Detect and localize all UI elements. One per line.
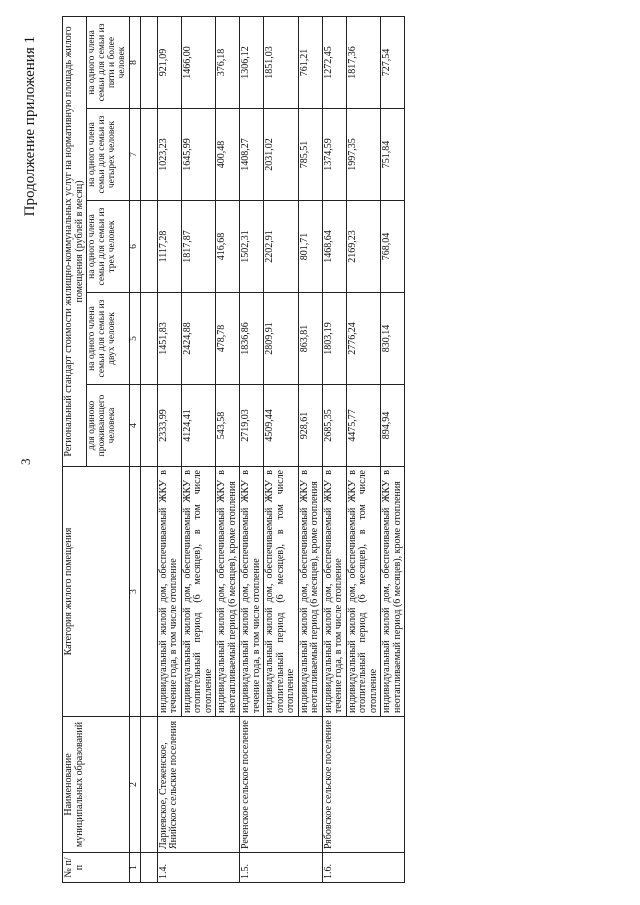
standard-value: 2202,91 (264, 201, 299, 293)
column-number: 6 (129, 201, 140, 293)
standard-value: 1836,86 (240, 293, 264, 385)
standard-value: 2169,23 (346, 201, 381, 293)
appendix-continuation-title: Продолжение приложения 1 (22, 36, 38, 217)
table-row (157, 16, 181, 882)
row-index: 1.6. (322, 853, 405, 883)
housing-category: индивидуальный жилой дом, обеспечиваемый ЖКУ в неотапливаемый период (6 месяцев), кроме отопления (381, 467, 405, 717)
standard-value: 768,04 (381, 201, 405, 293)
header-standard-group: Региональный стандарт стоимости жилищно-коммунальных услуг на нормативную площадь жилого помещения (рублей в месяц) (63, 16, 87, 466)
standard-value: 416,68 (216, 201, 240, 293)
standard-value: 1466,00 (181, 16, 216, 108)
header-sub-1: для одиноко проживающего человека (87, 385, 130, 467)
standard-value: 2333,99 (157, 385, 181, 467)
tariff-table (62, 16, 405, 883)
table-row (322, 16, 346, 882)
standard-value: 4475,77 (346, 385, 381, 467)
standard-value: 2719,03 (240, 385, 264, 467)
header-sub-5: на одного члена семьи для семьи из пяти и более человек (87, 16, 130, 108)
standard-value: 727,54 (381, 16, 405, 108)
standard-value: 761,21 (298, 16, 322, 108)
standard-value: 928,61 (298, 385, 322, 467)
standard-value: 1023,23 (157, 109, 181, 201)
standard-value: 894,94 (381, 385, 405, 467)
municipality-name: Лариевское, Стеженское, Янийское сельские поселения (157, 717, 240, 853)
standard-value: 2685,35 (322, 385, 346, 467)
page-number: 3 (18, 458, 33, 465)
standard-value: 1851,03 (264, 16, 299, 108)
standard-value: 2424,88 (181, 293, 216, 385)
municipality-name: Рябовское сельское поселение (322, 717, 405, 853)
header-row (63, 16, 87, 882)
housing-category: индивидуальный жилой дом, обеспечиваемый ЖКУ в течение года, в том числе отопление (157, 467, 181, 717)
standard-value: 1468,64 (322, 201, 346, 293)
standard-value: 785,51 (298, 109, 322, 201)
standard-value: 2031,02 (264, 109, 299, 201)
column-number: 4 (129, 385, 140, 467)
header-municipality: Наименование муниципальных образований (63, 717, 130, 853)
standard-value: 1817,36 (346, 16, 381, 108)
header-sub-2: на одного члена семьи для семьи из двух человек (87, 293, 130, 385)
housing-category: индивидуальный жилой дом, обеспечиваемый ЖКУ в отопительный период (6 месяцев), в том числе отопление (264, 467, 299, 717)
standard-value: 1997,35 (346, 109, 381, 201)
standard-value: 863,81 (298, 293, 322, 385)
standard-value: 376,18 (216, 16, 240, 108)
standard-value: 1803,19 (322, 293, 346, 385)
table-body (140, 16, 405, 882)
standard-value: 4124,41 (181, 385, 216, 467)
municipality-name: Реченское сельское поселение (240, 717, 323, 853)
housing-category: индивидуальный жилой дом, обеспечиваемый ЖКУ в течение года, в том числе отопление (322, 467, 346, 717)
standard-value: 1306,12 (240, 16, 264, 108)
standard-value: 478,78 (216, 293, 240, 385)
standard-value: 830,14 (381, 293, 405, 385)
housing-category: индивидуальный жилой дом, обеспечиваемый ЖКУ в отопительный период (6 месяцев), в том числе отопление (181, 467, 216, 717)
column-number: 8 (129, 16, 140, 108)
row-index: 1.5. (240, 853, 323, 883)
header-category: Категория жилого помещения (63, 467, 130, 717)
row-index: 1.4. (157, 853, 240, 883)
table-row (240, 16, 264, 882)
empty-row (140, 16, 157, 882)
standard-value: 2776,24 (346, 293, 381, 385)
standard-value: 400,48 (216, 109, 240, 201)
column-number: 3 (129, 467, 140, 717)
housing-category: индивидуальный жилой дом, обеспечиваемый ЖКУ в отопительный период (6 месяцев), в том числе отопление (346, 467, 381, 717)
standard-value: 1117,28 (157, 201, 181, 293)
standard-value: 1272,45 (322, 16, 346, 108)
standard-value: 1817,87 (181, 201, 216, 293)
header-no: № п/п (63, 853, 130, 883)
standard-value: 921,09 (157, 16, 181, 108)
standard-value: 1451,83 (157, 293, 181, 385)
header-sub-4: на одного члена семьи для семьи из четырех человек (87, 109, 130, 201)
standard-value: 4509,44 (264, 385, 299, 467)
housing-category: индивидуальный жилой дом, обеспечиваемый ЖКУ в неотапливаемый период (6 месяцев), кроме отопления (298, 467, 322, 717)
column-number: 1 (129, 853, 140, 883)
standard-value: 1408,27 (240, 109, 264, 201)
column-number: 2 (129, 717, 140, 853)
column-number: 7 (129, 109, 140, 201)
column-number: 5 (129, 293, 140, 385)
standard-value: 801,71 (298, 201, 322, 293)
column-numbers-row (129, 16, 140, 882)
standard-value: 2809,91 (264, 293, 299, 385)
header-sub-3: на одного члена семьи для семьи из трех человек (87, 201, 130, 293)
housing-category: индивидуальный жилой дом, обеспечиваемый ЖКУ в течение года, в том числе отопление (240, 467, 264, 717)
standard-value: 1502,31 (240, 201, 264, 293)
standard-value: 1374,59 (322, 109, 346, 201)
standard-value: 1645,99 (181, 109, 216, 201)
standard-value: 543,58 (216, 385, 240, 467)
housing-category: индивидуальный жилой дом, обеспечиваемый ЖКУ в неотапливаемый период (6 месяцев), кроме отопления (216, 467, 240, 717)
standard-value: 751,84 (381, 109, 405, 201)
